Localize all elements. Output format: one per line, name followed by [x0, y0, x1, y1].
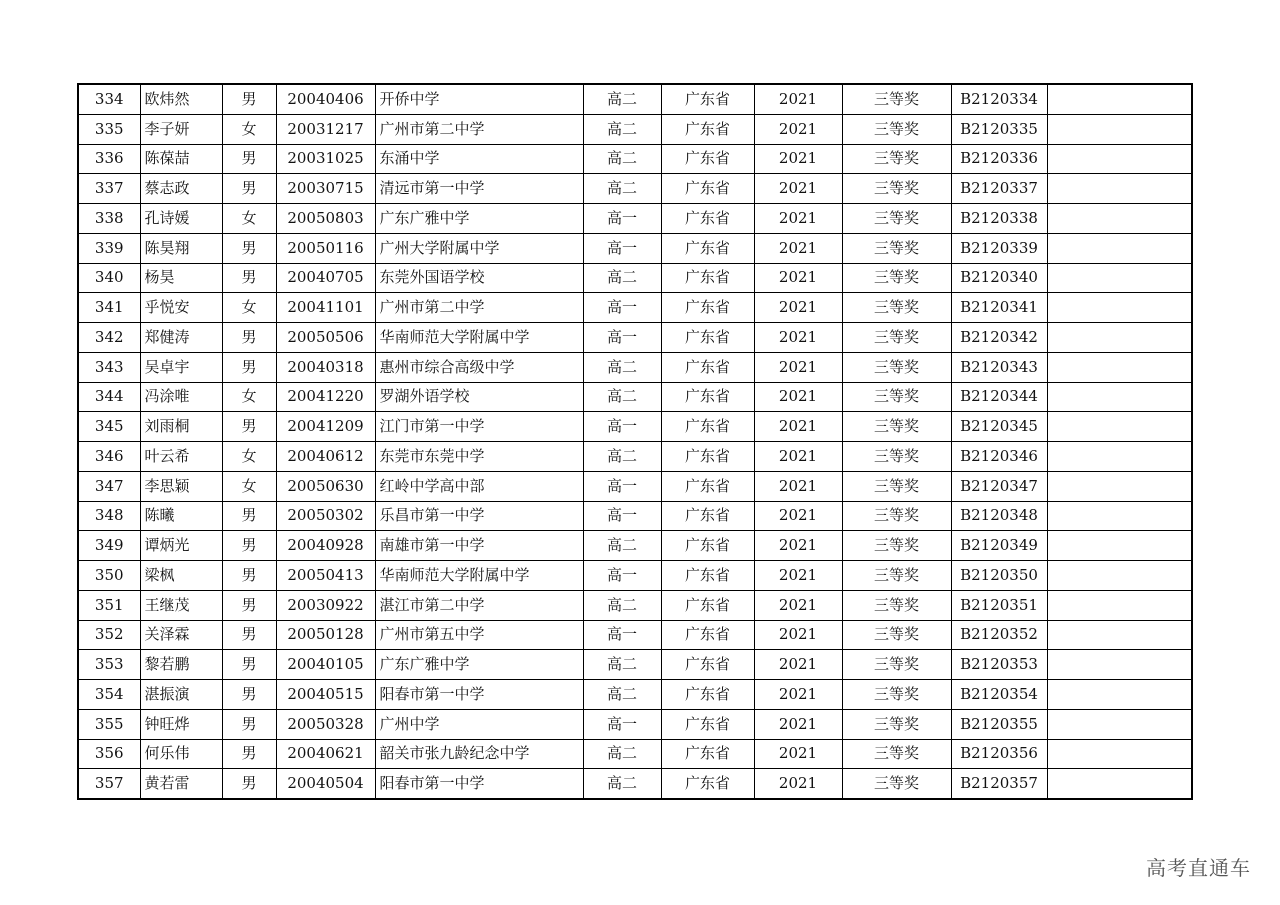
- school-cell: 广东广雅中学: [375, 204, 583, 234]
- remark-cell: [1047, 769, 1192, 799]
- award-list-body: [78, 84, 1192, 799]
- name-cell: 钟旺烨: [140, 709, 222, 739]
- name-cell: 王继茂: [140, 590, 222, 620]
- award-cell: 三等奖: [842, 442, 951, 472]
- remark-cell: [1047, 561, 1192, 591]
- gender-cell: 男: [222, 561, 276, 591]
- school-cell: 清远市第一中学: [375, 174, 583, 204]
- remark-cell: [1047, 144, 1192, 174]
- table-row: [78, 204, 1192, 234]
- certificate-cell: B2120340: [951, 263, 1047, 293]
- gender-cell: 男: [222, 680, 276, 710]
- award-cell: 三等奖: [842, 293, 951, 323]
- year-cell: 2021: [754, 293, 842, 323]
- year-cell: 2021: [754, 442, 842, 472]
- table-row: [78, 680, 1192, 710]
- birthdate-cell: 20040406: [276, 84, 375, 114]
- school-cell: 乐昌市第一中学: [375, 501, 583, 531]
- certificate-cell: B2120345: [951, 412, 1047, 442]
- table-row: [78, 442, 1192, 472]
- remark-cell: [1047, 620, 1192, 650]
- grade-cell: 高二: [583, 114, 661, 144]
- school-cell: 广州市第二中学: [375, 114, 583, 144]
- school-cell: 韶关市张九龄纪念中学: [375, 739, 583, 769]
- name-cell: 湛振演: [140, 680, 222, 710]
- school-cell: 南雄市第一中学: [375, 531, 583, 561]
- school-cell: 东涌中学: [375, 144, 583, 174]
- table-row: [78, 84, 1192, 114]
- gender-cell: 男: [222, 352, 276, 382]
- seq-cell: 347: [78, 471, 140, 501]
- grade-cell: 高一: [583, 323, 661, 353]
- certificate-cell: B2120350: [951, 561, 1047, 591]
- name-cell: 关泽霖: [140, 620, 222, 650]
- remark-cell: [1047, 709, 1192, 739]
- gender-cell: 女: [222, 471, 276, 501]
- grade-cell: 高二: [583, 442, 661, 472]
- seq-cell: 340: [78, 263, 140, 293]
- grade-cell: 高二: [583, 174, 661, 204]
- birthdate-cell: 20030715: [276, 174, 375, 204]
- gender-cell: 男: [222, 84, 276, 114]
- province-cell: 广东省: [661, 144, 754, 174]
- award-cell: 三等奖: [842, 709, 951, 739]
- table-row: [78, 233, 1192, 263]
- year-cell: 2021: [754, 769, 842, 799]
- grade-cell: 高二: [583, 680, 661, 710]
- certificate-cell: B2120346: [951, 442, 1047, 472]
- birthdate-cell: 20040928: [276, 531, 375, 561]
- table-row: [78, 650, 1192, 680]
- grade-cell: 高二: [583, 263, 661, 293]
- table-row: [78, 561, 1192, 591]
- school-cell: 惠州市综合高级中学: [375, 352, 583, 382]
- award-cell: 三等奖: [842, 739, 951, 769]
- award-cell: 三等奖: [842, 620, 951, 650]
- birthdate-cell: 20031217: [276, 114, 375, 144]
- name-cell: 陈曦: [140, 501, 222, 531]
- table-row: [78, 144, 1192, 174]
- certificate-cell: B2120337: [951, 174, 1047, 204]
- grade-cell: 高一: [583, 501, 661, 531]
- gender-cell: 男: [222, 263, 276, 293]
- gender-cell: 男: [222, 174, 276, 204]
- gender-cell: 男: [222, 233, 276, 263]
- seq-cell: 339: [78, 233, 140, 263]
- grade-cell: 高二: [583, 382, 661, 412]
- gender-cell: 男: [222, 620, 276, 650]
- award-cell: 三等奖: [842, 680, 951, 710]
- table-row: [78, 114, 1192, 144]
- school-cell: 广州中学: [375, 709, 583, 739]
- remark-cell: [1047, 263, 1192, 293]
- school-cell: 华南师范大学附属中学: [375, 561, 583, 591]
- grade-cell: 高二: [583, 144, 661, 174]
- remark-cell: [1047, 233, 1192, 263]
- gender-cell: 女: [222, 382, 276, 412]
- year-cell: 2021: [754, 620, 842, 650]
- certificate-cell: B2120357: [951, 769, 1047, 799]
- gender-cell: 男: [222, 531, 276, 561]
- remark-cell: [1047, 412, 1192, 442]
- year-cell: 2021: [754, 174, 842, 204]
- school-cell: 广州市第二中学: [375, 293, 583, 323]
- year-cell: 2021: [754, 739, 842, 769]
- remark-cell: [1047, 442, 1192, 472]
- birthdate-cell: 20050302: [276, 501, 375, 531]
- table-row: [78, 501, 1192, 531]
- school-cell: 广州市第五中学: [375, 620, 583, 650]
- name-cell: 吴卓宇: [140, 352, 222, 382]
- name-cell: 陈葆喆: [140, 144, 222, 174]
- certificate-cell: B2120341: [951, 293, 1047, 323]
- award-cell: 三等奖: [842, 531, 951, 561]
- award-cell: 三等奖: [842, 382, 951, 412]
- seq-cell: 341: [78, 293, 140, 323]
- award-cell: 三等奖: [842, 352, 951, 382]
- certificate-cell: B2120356: [951, 739, 1047, 769]
- birthdate-cell: 20050128: [276, 620, 375, 650]
- certificate-cell: B2120348: [951, 501, 1047, 531]
- remark-cell: [1047, 501, 1192, 531]
- seq-cell: 355: [78, 709, 140, 739]
- gender-cell: 男: [222, 739, 276, 769]
- watermark: 高考直通车: [1146, 856, 1251, 880]
- seq-cell: 357: [78, 769, 140, 799]
- seq-cell: 349: [78, 531, 140, 561]
- remark-cell: [1047, 650, 1192, 680]
- remark-cell: [1047, 382, 1192, 412]
- birthdate-cell: 20050506: [276, 323, 375, 353]
- name-cell: 蔡志政: [140, 174, 222, 204]
- year-cell: 2021: [754, 412, 842, 442]
- school-cell: 阳春市第一中学: [375, 680, 583, 710]
- table-row: [78, 471, 1192, 501]
- remark-cell: [1047, 352, 1192, 382]
- year-cell: 2021: [754, 650, 842, 680]
- name-cell: 杨昊: [140, 263, 222, 293]
- year-cell: 2021: [754, 531, 842, 561]
- award-cell: 三等奖: [842, 501, 951, 531]
- award-cell: 三等奖: [842, 174, 951, 204]
- birthdate-cell: 20040318: [276, 352, 375, 382]
- school-cell: 东莞外国语学校: [375, 263, 583, 293]
- province-cell: 广东省: [661, 382, 754, 412]
- gender-cell: 男: [222, 769, 276, 799]
- gender-cell: 女: [222, 442, 276, 472]
- certificate-cell: B2120354: [951, 680, 1047, 710]
- award-cell: 三等奖: [842, 769, 951, 799]
- gender-cell: 男: [222, 412, 276, 442]
- province-cell: 广东省: [661, 769, 754, 799]
- year-cell: 2021: [754, 84, 842, 114]
- name-cell: 黎若鹏: [140, 650, 222, 680]
- table-row: [78, 323, 1192, 353]
- year-cell: 2021: [754, 471, 842, 501]
- seq-cell: 342: [78, 323, 140, 353]
- award-cell: 三等奖: [842, 561, 951, 591]
- gender-cell: 男: [222, 144, 276, 174]
- birthdate-cell: 20031025: [276, 144, 375, 174]
- birthdate-cell: 20050116: [276, 233, 375, 263]
- birthdate-cell: 20040515: [276, 680, 375, 710]
- certificate-cell: B2120352: [951, 620, 1047, 650]
- name-cell: 叶云希: [140, 442, 222, 472]
- name-cell: 陈昊翔: [140, 233, 222, 263]
- gender-cell: 女: [222, 204, 276, 234]
- award-cell: 三等奖: [842, 204, 951, 234]
- birthdate-cell: 20050413: [276, 561, 375, 591]
- seq-cell: 338: [78, 204, 140, 234]
- year-cell: 2021: [754, 590, 842, 620]
- certificate-cell: B2120355: [951, 709, 1047, 739]
- remark-cell: [1047, 531, 1192, 561]
- table-row: [78, 739, 1192, 769]
- grade-cell: 高二: [583, 739, 661, 769]
- school-cell: 阳春市第一中学: [375, 769, 583, 799]
- school-cell: 东莞市东莞中学: [375, 442, 583, 472]
- certificate-cell: B2120353: [951, 650, 1047, 680]
- table-row: [78, 769, 1192, 799]
- gender-cell: 男: [222, 709, 276, 739]
- seq-cell: 354: [78, 680, 140, 710]
- province-cell: 广东省: [661, 590, 754, 620]
- name-cell: 孔诗媛: [140, 204, 222, 234]
- award-cell: 三等奖: [842, 84, 951, 114]
- gender-cell: 男: [222, 501, 276, 531]
- seq-cell: 345: [78, 412, 140, 442]
- seq-cell: 337: [78, 174, 140, 204]
- seq-cell: 334: [78, 84, 140, 114]
- table-row: [78, 352, 1192, 382]
- name-cell: 郑健涛: [140, 323, 222, 353]
- year-cell: 2021: [754, 263, 842, 293]
- year-cell: 2021: [754, 114, 842, 144]
- remark-cell: [1047, 114, 1192, 144]
- seq-cell: 352: [78, 620, 140, 650]
- table-row: [78, 263, 1192, 293]
- name-cell: 李子妍: [140, 114, 222, 144]
- remark-cell: [1047, 680, 1192, 710]
- school-cell: 开侨中学: [375, 84, 583, 114]
- province-cell: 广东省: [661, 412, 754, 442]
- province-cell: 广东省: [661, 471, 754, 501]
- name-cell: 黄若雷: [140, 769, 222, 799]
- province-cell: 广东省: [661, 442, 754, 472]
- year-cell: 2021: [754, 561, 842, 591]
- province-cell: 广东省: [661, 204, 754, 234]
- gender-cell: 男: [222, 590, 276, 620]
- seq-cell: 356: [78, 739, 140, 769]
- table-row: [78, 620, 1192, 650]
- year-cell: 2021: [754, 352, 842, 382]
- table-row: [78, 412, 1192, 442]
- province-cell: 广东省: [661, 323, 754, 353]
- name-cell: 梁枫: [140, 561, 222, 591]
- province-cell: 广东省: [661, 293, 754, 323]
- province-cell: 广东省: [661, 531, 754, 561]
- remark-cell: [1047, 293, 1192, 323]
- grade-cell: 高一: [583, 471, 661, 501]
- province-cell: 广东省: [661, 263, 754, 293]
- table-row: [78, 293, 1192, 323]
- year-cell: 2021: [754, 680, 842, 710]
- grade-cell: 高一: [583, 412, 661, 442]
- grade-cell: 高二: [583, 650, 661, 680]
- seq-cell: 344: [78, 382, 140, 412]
- certificate-cell: B2120351: [951, 590, 1047, 620]
- birthdate-cell: 20040105: [276, 650, 375, 680]
- remark-cell: [1047, 323, 1192, 353]
- province-cell: 广东省: [661, 739, 754, 769]
- remark-cell: [1047, 204, 1192, 234]
- seq-cell: 346: [78, 442, 140, 472]
- province-cell: 广东省: [661, 561, 754, 591]
- award-cell: 三等奖: [842, 144, 951, 174]
- award-cell: 三等奖: [842, 471, 951, 501]
- award-cell: 三等奖: [842, 650, 951, 680]
- certificate-cell: B2120347: [951, 471, 1047, 501]
- birthdate-cell: 20050803: [276, 204, 375, 234]
- year-cell: 2021: [754, 501, 842, 531]
- birthdate-cell: 20041101: [276, 293, 375, 323]
- birthdate-cell: 20040504: [276, 769, 375, 799]
- certificate-cell: B2120339: [951, 233, 1047, 263]
- remark-cell: [1047, 174, 1192, 204]
- table-row: [78, 382, 1192, 412]
- name-cell: 李思颖: [140, 471, 222, 501]
- grade-cell: 高二: [583, 769, 661, 799]
- seq-cell: 343: [78, 352, 140, 382]
- name-cell: 冯涂唯: [140, 382, 222, 412]
- name-cell: 乎悦安: [140, 293, 222, 323]
- birthdate-cell: 20040705: [276, 263, 375, 293]
- name-cell: 何乐伟: [140, 739, 222, 769]
- seq-cell: 335: [78, 114, 140, 144]
- year-cell: 2021: [754, 709, 842, 739]
- table-row: [78, 174, 1192, 204]
- grade-cell: 高一: [583, 233, 661, 263]
- gender-cell: 女: [222, 114, 276, 144]
- school-cell: 广东广雅中学: [375, 650, 583, 680]
- table-row: [78, 531, 1192, 561]
- grade-cell: 高二: [583, 352, 661, 382]
- birthdate-cell: 20040621: [276, 739, 375, 769]
- remark-cell: [1047, 739, 1192, 769]
- school-cell: 华南师范大学附属中学: [375, 323, 583, 353]
- award-cell: 三等奖: [842, 114, 951, 144]
- school-cell: 罗湖外语学校: [375, 382, 583, 412]
- grade-cell: 高二: [583, 590, 661, 620]
- award-cell: 三等奖: [842, 233, 951, 263]
- grade-cell: 高二: [583, 84, 661, 114]
- table-row: [78, 590, 1192, 620]
- remark-cell: [1047, 471, 1192, 501]
- year-cell: 2021: [754, 144, 842, 174]
- seq-cell: 351: [78, 590, 140, 620]
- grade-cell: 高一: [583, 709, 661, 739]
- birthdate-cell: 20041209: [276, 412, 375, 442]
- birthdate-cell: 20040612: [276, 442, 375, 472]
- award-cell: 三等奖: [842, 590, 951, 620]
- province-cell: 广东省: [661, 680, 754, 710]
- grade-cell: 高一: [583, 561, 661, 591]
- school-cell: 湛江市第二中学: [375, 590, 583, 620]
- province-cell: 广东省: [661, 114, 754, 144]
- province-cell: 广东省: [661, 709, 754, 739]
- remark-cell: [1047, 84, 1192, 114]
- name-cell: 谭炳光: [140, 531, 222, 561]
- province-cell: 广东省: [661, 84, 754, 114]
- birthdate-cell: 20050630: [276, 471, 375, 501]
- province-cell: 广东省: [661, 650, 754, 680]
- certificate-cell: B2120338: [951, 204, 1047, 234]
- certificate-cell: B2120335: [951, 114, 1047, 144]
- year-cell: 2021: [754, 233, 842, 263]
- year-cell: 2021: [754, 382, 842, 412]
- school-cell: 广州大学附属中学: [375, 233, 583, 263]
- province-cell: 广东省: [661, 352, 754, 382]
- grade-cell: 高一: [583, 293, 661, 323]
- award-cell: 三等奖: [842, 412, 951, 442]
- grade-cell: 高一: [583, 204, 661, 234]
- name-cell: 欧炜然: [140, 84, 222, 114]
- gender-cell: 男: [222, 323, 276, 353]
- name-cell: 刘雨桐: [140, 412, 222, 442]
- gender-cell: 男: [222, 650, 276, 680]
- certificate-cell: B2120343: [951, 352, 1047, 382]
- award-list-table: [77, 83, 1193, 800]
- seq-cell: 348: [78, 501, 140, 531]
- table-row: [78, 709, 1192, 739]
- seq-cell: 353: [78, 650, 140, 680]
- seq-cell: 336: [78, 144, 140, 174]
- certificate-cell: B2120334: [951, 84, 1047, 114]
- province-cell: 广东省: [661, 174, 754, 204]
- grade-cell: 高二: [583, 531, 661, 561]
- award-cell: 三等奖: [842, 323, 951, 353]
- birthdate-cell: 20050328: [276, 709, 375, 739]
- province-cell: 广东省: [661, 501, 754, 531]
- remark-cell: [1047, 590, 1192, 620]
- certificate-cell: B2120336: [951, 144, 1047, 174]
- year-cell: 2021: [754, 204, 842, 234]
- year-cell: 2021: [754, 323, 842, 353]
- gender-cell: 女: [222, 293, 276, 323]
- certificate-cell: B2120349: [951, 531, 1047, 561]
- seq-cell: 350: [78, 561, 140, 591]
- birthdate-cell: 20030922: [276, 590, 375, 620]
- award-cell: 三等奖: [842, 263, 951, 293]
- province-cell: 广东省: [661, 620, 754, 650]
- grade-cell: 高一: [583, 620, 661, 650]
- school-cell: 红岭中学高中部: [375, 471, 583, 501]
- certificate-cell: B2120342: [951, 323, 1047, 353]
- certificate-cell: B2120344: [951, 382, 1047, 412]
- school-cell: 江门市第一中学: [375, 412, 583, 442]
- birthdate-cell: 20041220: [276, 382, 375, 412]
- province-cell: 广东省: [661, 233, 754, 263]
